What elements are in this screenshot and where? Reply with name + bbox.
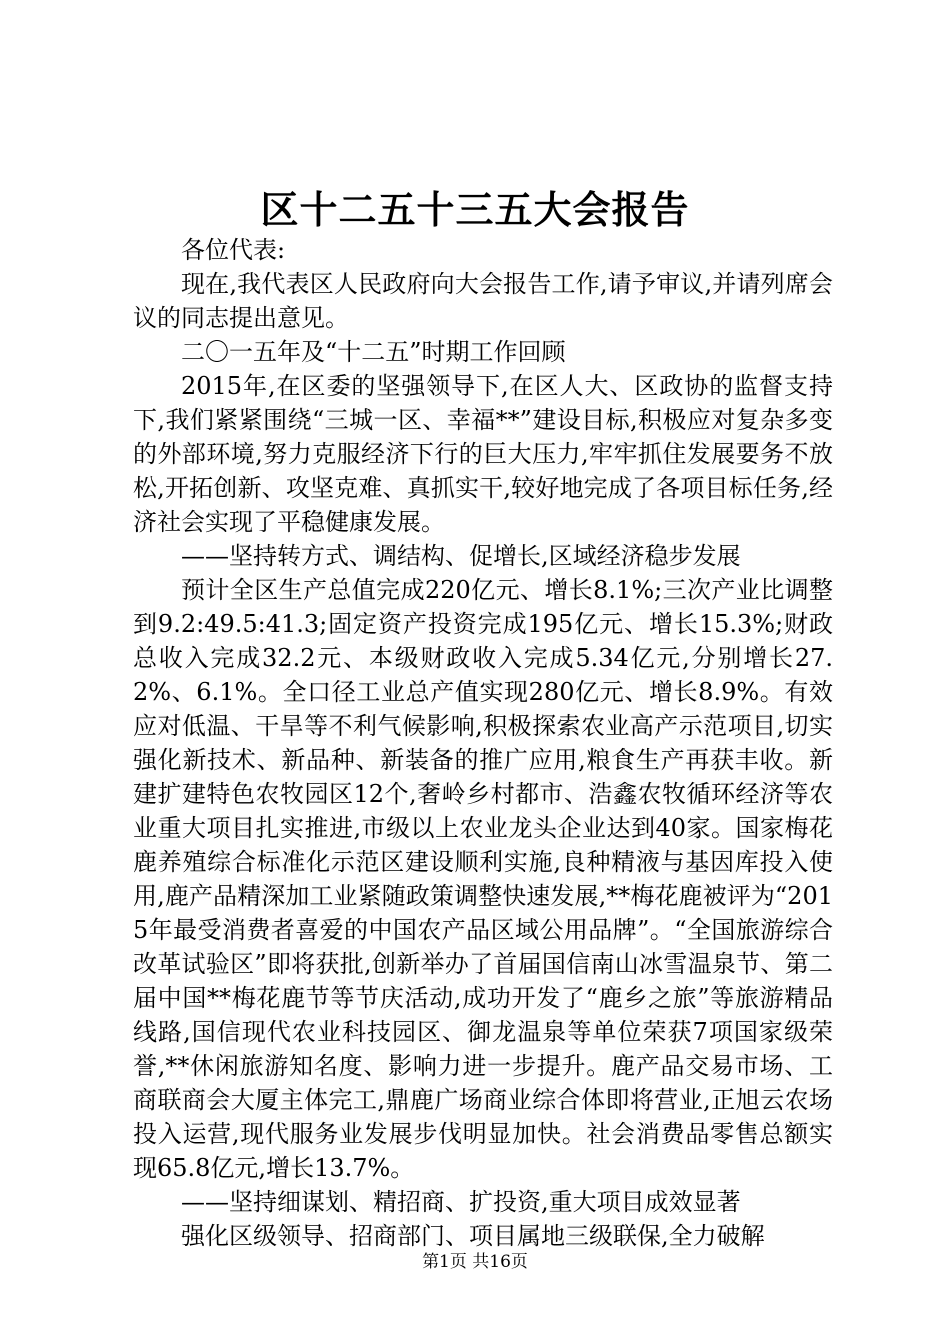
page-number-footer: 第1页 共16页 [422, 1252, 528, 1272]
overview-paragraph: 2015年,在区委的坚强领导下,在区人大、区政协的监督支持下,我们紧紧围绕“三城一区、幸福**”建设目标,积极应对复杂多变的外部环境,努力克服经济下行的巨大压力,牢牢抓住发展要务不放松,开拓创新、攻坚克难、真抓实干,较好地完成了各项目标任务,经济社会实现了平稳健康发展。 [133, 372, 833, 536]
economy-paragraph: 预计全区生产总值完成220亿元、增长8.1%;三次产业比调整到9.2:49.5:41.3;固定资产投资完成195亿元、增长15.3%;财政总收入完成32.2元、本级财政收入完成5.34亿元,分别增长27.2%、6.1%。全口径工业总产值实现280亿元、增长8.9%。有效应对低温、干旱等不利气候影响,积极探索农业高产示范项目,切实强化新技术、新品种、新装备的推广应用,粮食生产再获丰收。新建扩建特色农牧园区12个,奢岭乡村都市、浩鑫农牧循环经济等农业重大项目扎实推进,市级以上农业龙头企业达到40家。国家梅花鹿养殖综合标准化示范区建设顺利实施,良种精液与基因库投入使用,鹿产品精深加工业紧随政策调整快速发展,**梅花鹿被评为“2015年最受消费者喜爱的中国农产品区域公用品牌”。“全国旅游综合改革试验区”即将获批,创新举办了首届国信南山冰雪温泉节、第二届中国**梅花鹿节等节庆活动,成功开发了“鹿乡之旅”等旅游精品线路,国信现代农业科技园区、御龙温泉等单位荣获7项国家级荣誉,**休闲旅游知名度、影响力进一步提升。鹿产品交易市场、工商联商会大厦主体完工,鼎鹿广场商业综合体即将营业,正旭云农场投入运营,现代服务业发展步伐明显加快。社会消费品零售总额实现65.8亿元,增长13.7%。 [133, 576, 833, 1182]
salutation: 各位代表: [181, 236, 286, 264]
subheading-projects: ——坚持细谋划、精招商、扩投资,重大项目成效显著 [181, 1188, 741, 1216]
section-heading-review: 二〇一五年及“十二五”时期工作回顾 [181, 338, 566, 366]
document-title: 区十二五十三五大会报告 [260, 187, 690, 232]
subheading-economy: ——坚持转方式、调结构、促增长,区域经济稳步发展 [181, 542, 741, 570]
document-body [133, 233, 833, 1253]
projects-paragraph: 强化区级领导、招商部门、项目属地三级联保,全力破解 [181, 1222, 765, 1250]
intro-paragraph: 现在,我代表区人民政府向大会报告工作,请予审议,并请列席会议的同志提出意见。 [133, 270, 833, 332]
